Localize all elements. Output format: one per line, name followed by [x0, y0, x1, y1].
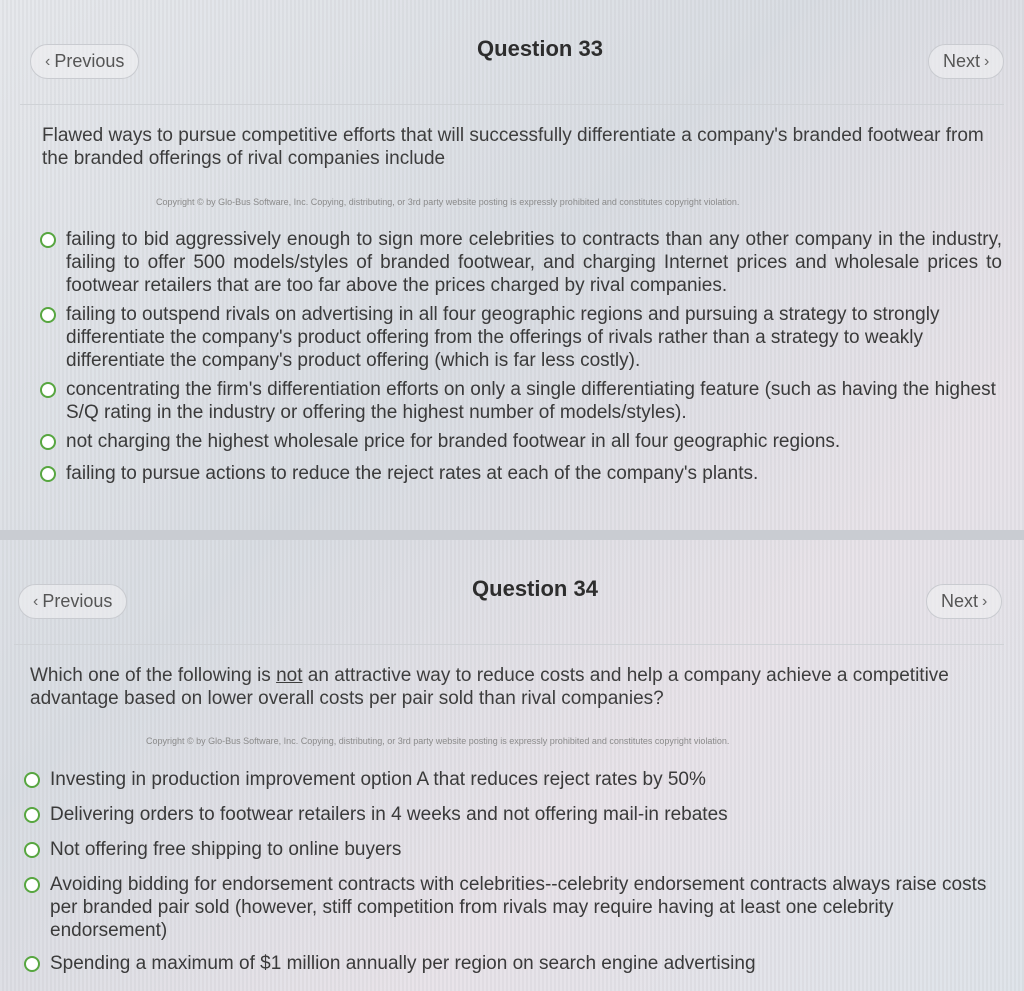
- next-button[interactable]: [928, 44, 1004, 79]
- answer-option[interactable]: [40, 430, 1002, 453]
- radio-button[interactable]: [24, 877, 40, 893]
- option-text: Investing in production improvement option A that reduces reject rates by 50%: [50, 769, 706, 790]
- chevron-left-icon: ‹: [33, 592, 39, 610]
- option-text: concentrating the firm's differentiation efforts on only a single differentiating feature (such as having the highest S/Q rating in the industry or offering the highest number of models/styles).: [66, 379, 996, 423]
- option-text: Spending a maximum of $1 million annually per region on search engine advertising: [50, 953, 756, 974]
- option-text: failing to bid aggressively enough to sign more celebrities to contracts than any other company in the industry, failing to offer 500 models/styles of branded footwear, and charging Internet prices and wholesale prices to footwear retailers that are too far above the prices charged by rival companies.: [66, 229, 1002, 296]
- option-text: Delivering orders to footwear retailers in 4 weeks and not offering mail-in rebates: [50, 804, 728, 825]
- previous-button[interactable]: [18, 584, 127, 619]
- option-text: not charging the highest wholesale price for branded footwear in all four geographic regions.: [66, 431, 841, 452]
- radio-button[interactable]: [40, 466, 56, 482]
- panel-divider: [0, 530, 1024, 540]
- question-title: Question 34: [472, 576, 598, 601]
- answer-option[interactable]: [24, 768, 1004, 791]
- radio-button[interactable]: [24, 956, 40, 972]
- answer-option[interactable]: [24, 838, 1004, 861]
- answer-option[interactable]: [40, 462, 1002, 485]
- copyright-notice: Copyright © by Glo-Bus Software, Inc. Copying, distributing, or 3rd party website posting is expressly prohibited and constitutes copyright violation.: [146, 736, 730, 746]
- chevron-left-icon: ‹: [45, 52, 51, 70]
- radio-button[interactable]: [40, 232, 56, 248]
- answer-options: [40, 228, 1002, 485]
- next-button[interactable]: [926, 584, 1002, 619]
- option-text: Not offering free shipping to online buyers: [50, 839, 402, 860]
- answer-option[interactable]: [40, 228, 1002, 297]
- answer-option[interactable]: [40, 378, 1002, 424]
- radio-button[interactable]: [24, 807, 40, 823]
- next-label: Next: [941, 591, 979, 611]
- previous-button[interactable]: [30, 44, 139, 79]
- answer-option[interactable]: [40, 303, 1002, 372]
- chevron-right-icon: ›: [984, 52, 990, 70]
- previous-label: Previous: [54, 51, 125, 71]
- answer-option[interactable]: [24, 873, 1004, 942]
- radio-button[interactable]: [24, 842, 40, 858]
- next-label: Next: [943, 51, 981, 71]
- divider-line: [14, 644, 1004, 645]
- answer-option[interactable]: [24, 952, 1004, 975]
- question-text: Flawed ways to pursue competitive efforts that will successfully differentiate a company's branded footwear from the branded offerings of rival companies include: [42, 125, 984, 169]
- question-34-panel: [0, 540, 1024, 991]
- copyright-notice: Copyright © by Glo-Bus Software, Inc. Copying, distributing, or 3rd party website posting is expressly prohibited and constitutes copyright violation.: [156, 197, 740, 207]
- question-text: [30, 664, 995, 710]
- answer-options: [24, 768, 1004, 975]
- question-text-end: an attractive way to reduce costs and help a company achieve a competitive advantage based on lower overall costs per pair sold than rival companies?: [30, 665, 949, 709]
- radio-button[interactable]: [40, 307, 56, 323]
- question-title: Question 33: [477, 36, 603, 61]
- answer-option[interactable]: [24, 803, 1004, 826]
- previous-label: Previous: [42, 591, 113, 611]
- radio-button[interactable]: [40, 382, 56, 398]
- question-emphasis: not: [276, 665, 303, 686]
- radio-button[interactable]: [24, 772, 40, 788]
- divider-line: [20, 104, 1004, 105]
- option-text: failing to outspend rivals on advertising in all four geographic regions and pursuing a strategy to strongly differentiate the company's product offering from the offerings of rivals rather than a strategy to weakly differentiate the company's product offering (which is far less costly).: [66, 304, 940, 371]
- radio-button[interactable]: [40, 434, 56, 450]
- option-text: failing to pursue actions to reduce the reject rates at each of the company's plants.: [66, 463, 759, 484]
- option-text: Avoiding bidding for endorsement contracts with celebrities--celebrity endorsement contracts always raise costs per branded pair sold (however, stiff competition from rivals may require having at least one celebrity endorsement): [50, 874, 987, 941]
- question-text-start: Which one of the following is: [30, 665, 277, 686]
- chevron-right-icon: ›: [982, 592, 988, 610]
